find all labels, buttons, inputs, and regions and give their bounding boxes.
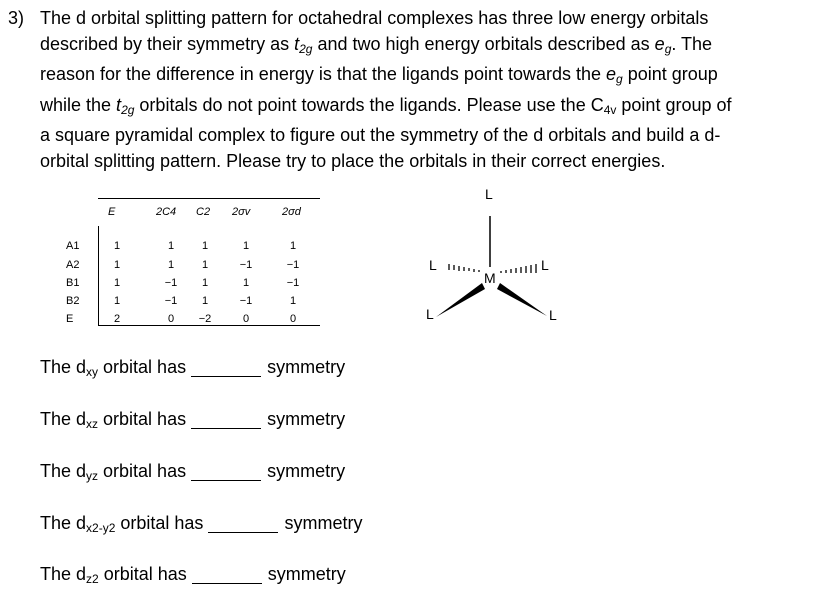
ligand-label: L [429, 257, 437, 273]
eg-label: $e_g$ [654, 33, 672, 56]
table-cell: 1 [242, 240, 250, 252]
table-cell: 1 [201, 259, 209, 271]
table-cell: −1 [164, 295, 178, 307]
metal-label: M [484, 270, 496, 286]
ligand-label: L [549, 307, 557, 323]
answer-blank[interactable] [191, 410, 261, 429]
question-line-3: reason for the difference in energy is that the ligands point towards the $e_g$ point group [40, 64, 718, 87]
table-cell: −1 [164, 277, 178, 289]
table-cell: 1 [242, 277, 250, 289]
irrep-A2: A2 [66, 259, 80, 271]
header-C2: C2 [196, 206, 211, 218]
question-line-4: while the $t_{2g}$ orbitals do not point towards the ligands. Please use the $C_{4v}$ point group of [40, 94, 732, 117]
question-text [8, 6, 813, 175]
header-2sigma-d: 2σd [282, 206, 301, 218]
table-cell: −1 [286, 259, 300, 271]
answer-blank[interactable] [208, 514, 278, 533]
dxz-question: The $d_{xz}$ orbital has symmetry [40, 409, 346, 431]
question-line-6: orbital splitting pattern. Please try to place the orbitals in their correct energies. [40, 150, 666, 171]
question-line-2: described by their symmetry as $t_{2g}$ and two high energy orbitals described as $e_g$. The [40, 33, 713, 56]
table-cell: −1 [286, 277, 300, 289]
table-top-rule [98, 198, 320, 199]
table-bottom-rule [98, 325, 320, 326]
table-cell: 1 [201, 240, 209, 252]
back-right-hash-bond [501, 264, 536, 273]
t2g-label: $t_{2g}$ [294, 33, 313, 56]
question-body [40, 6, 813, 175]
front-left-wedge-bond [436, 283, 485, 317]
table-cell: 1 [113, 277, 121, 289]
table-cell: −2 [198, 313, 212, 325]
molecule-bonds [420, 185, 570, 325]
table-cell: 1 [289, 295, 297, 307]
header-E: E [108, 206, 116, 218]
front-right-wedge-bond [497, 283, 547, 316]
header-2C4: 2C4 [156, 206, 177, 218]
table-cell: −1 [239, 295, 253, 307]
irrep-B2: B2 [66, 295, 80, 307]
ligand-label: L [541, 257, 549, 273]
ligand-label: L [426, 306, 434, 322]
irrep-A1: A1 [66, 240, 80, 252]
ligand-label: L [485, 186, 493, 202]
irrep-E: E [66, 313, 74, 325]
answer-blank[interactable] [191, 462, 261, 481]
dx2-y2-question: The $d_{x2-y2}$ orbital has symmetry [40, 513, 363, 535]
back-left-hash-bond [449, 264, 479, 272]
c4v-subscript: 4v [603, 102, 617, 117]
table-cell: 1 [113, 240, 121, 252]
irrep-B1: B1 [66, 277, 80, 289]
answer-blank[interactable] [192, 565, 262, 584]
table-vertical-rule [98, 226, 99, 326]
table-cell: 1 [201, 295, 209, 307]
header-2sigma-v: 2σv [232, 206, 251, 218]
square-pyramidal-structure [420, 185, 570, 325]
table-cell: 1 [289, 240, 297, 252]
dxy-question: The $d_{xy}$ orbital has symmetry [40, 357, 346, 379]
t2g-label-2: $t_{2g}$ [116, 94, 135, 117]
question-number: 3) [8, 8, 25, 28]
dz2-question: The $d_{z2}$ orbital has symmetry [40, 564, 346, 586]
table-cell: 1 [113, 295, 121, 307]
table-cell: 1 [113, 259, 121, 271]
table-cell: 0 [242, 313, 250, 325]
table-cell: 0 [167, 313, 175, 325]
answer-blank[interactable] [191, 358, 261, 377]
table-cell: 2 [113, 313, 121, 325]
table-cell: −1 [239, 259, 253, 271]
table-cell: 1 [201, 277, 209, 289]
table-cell: 1 [167, 259, 175, 271]
question-line-5: a square pyramidal complex to figure out the symmetry of the d orbitals and build a d- [40, 125, 721, 146]
eg-label-2: $e_g$ [606, 64, 623, 87]
dyz-question: The $d_{yz}$ orbital has symmetry [40, 461, 346, 483]
question-line-1: The d orbital splitting pattern for octahedral complexes has three low energy orbitals [40, 8, 709, 28]
table-cell: 1 [167, 240, 175, 252]
table-cell: 0 [289, 313, 297, 325]
